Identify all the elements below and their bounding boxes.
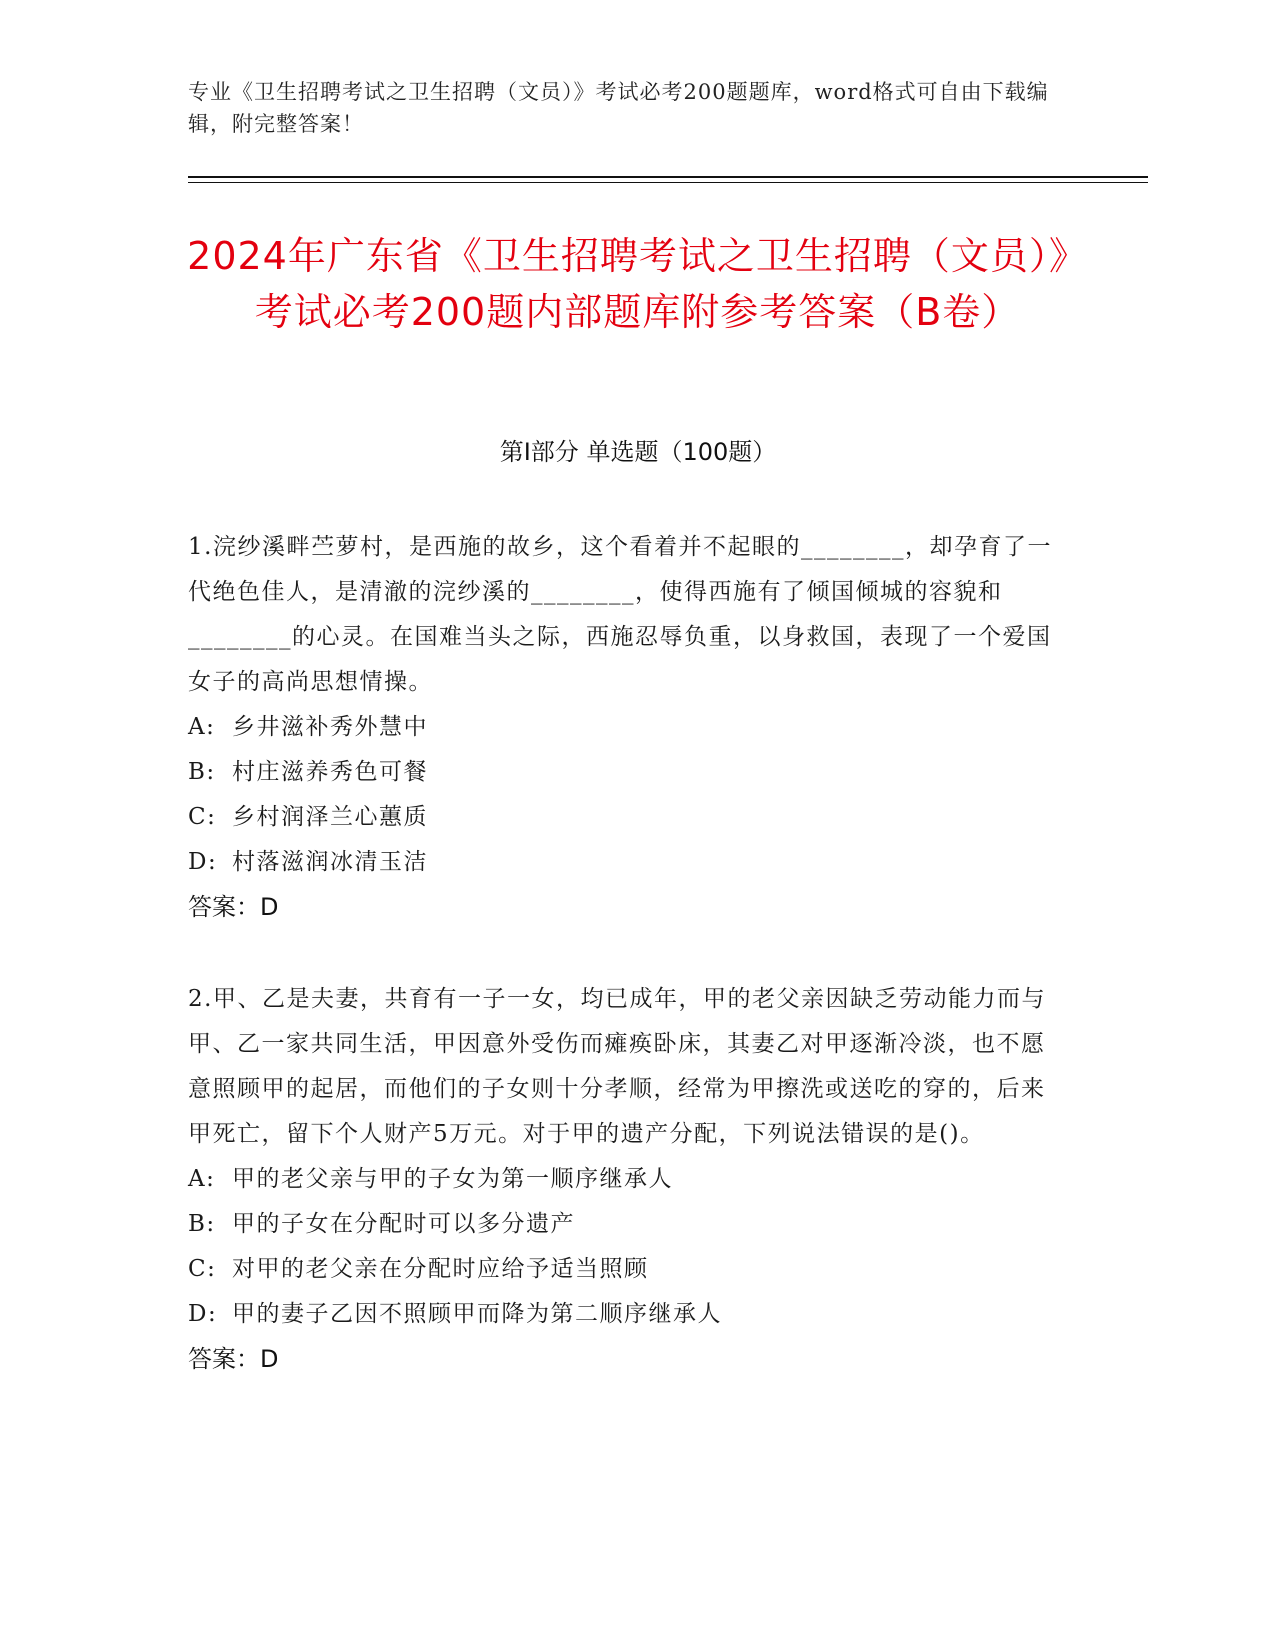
option-b — [188, 750, 1068, 795]
option-label: B: — [188, 759, 216, 785]
option-a — [188, 705, 1068, 750]
option-a — [188, 1157, 1068, 1202]
option-label: C: — [188, 804, 217, 830]
option-text: 甲的老父亲与甲的子女为第一顺序继承人 — [232, 1166, 673, 1192]
option-text: 甲的妻子乙因不照顾甲而降为第二顺序继承人 — [232, 1301, 722, 1327]
question-2 — [188, 977, 1068, 1382]
option-text: 乡村润泽兰心蕙质 — [232, 804, 428, 830]
option-label: A: — [188, 714, 216, 740]
option-text: 村落滋润冰清玉洁 — [232, 849, 428, 875]
option-text: 甲的子女在分配时可以多分遗产 — [232, 1211, 575, 1237]
header-rule-thick — [188, 176, 1148, 178]
option-label: A: — [188, 1166, 216, 1192]
section-heading: 第Ⅰ部分 单选题（100题） — [499, 438, 777, 466]
header-note: 专业《卫生招聘考试之卫生招聘（文员）》考试必考200题题库，word格式可自由下载编辑，附完整答案！ — [188, 80, 1049, 136]
option-b — [188, 1202, 1068, 1247]
answer-line: 答案：D — [188, 1345, 279, 1373]
header-rule-thin — [188, 182, 1148, 183]
option-label: D: — [188, 1301, 218, 1327]
option-d — [188, 1292, 1068, 1337]
option-text: 对甲的老父亲在分配时应给予适当照顾 — [232, 1256, 649, 1282]
option-label: D: — [188, 849, 218, 875]
question-1 — [188, 525, 1068, 930]
option-label: B: — [188, 1211, 216, 1237]
option-text: 乡井滋补秀外慧中 — [232, 714, 428, 740]
option-label: C: — [188, 1256, 217, 1282]
question-text: 2.甲、乙是夫妻，共育有一子一女，均已成年，甲的老父亲因缺乏劳动能力而与甲、乙一家共同生活，甲因意外受伤而瘫痪卧床，其妻乙对甲逐渐冷淡，也不愿意照顾甲的起居，而他们的子女则十分孝顺，经常为甲擦洗或送吃的穿的，后来甲死亡，留下个人财产5万元。对于甲的遗产分配，下列说法错误的是()。 — [188, 986, 1046, 1147]
option-c — [188, 795, 1068, 840]
document-title: 2024年广东省《卫生招聘考试之卫生招聘（文员）》考试必考200题内部题库附参考答案（B卷） — [187, 234, 1088, 334]
option-text: 村庄滋养秀色可餐 — [232, 759, 428, 785]
answer-line: 答案：D — [188, 893, 279, 921]
option-d — [188, 840, 1068, 885]
option-c — [188, 1247, 1068, 1292]
question-text: 1.浣纱溪畔苎萝村，是西施的故乡，这个看着并不起眼的________，却孕育了一代绝色佳人，是清澈的浣纱溪的________，使得西施有了倾国倾城的容貌和________的心灵。在国难当头之际，西施忍辱负重，以身救国，表现了一个爱国女子的高尚思想情操。 — [188, 534, 1052, 695]
